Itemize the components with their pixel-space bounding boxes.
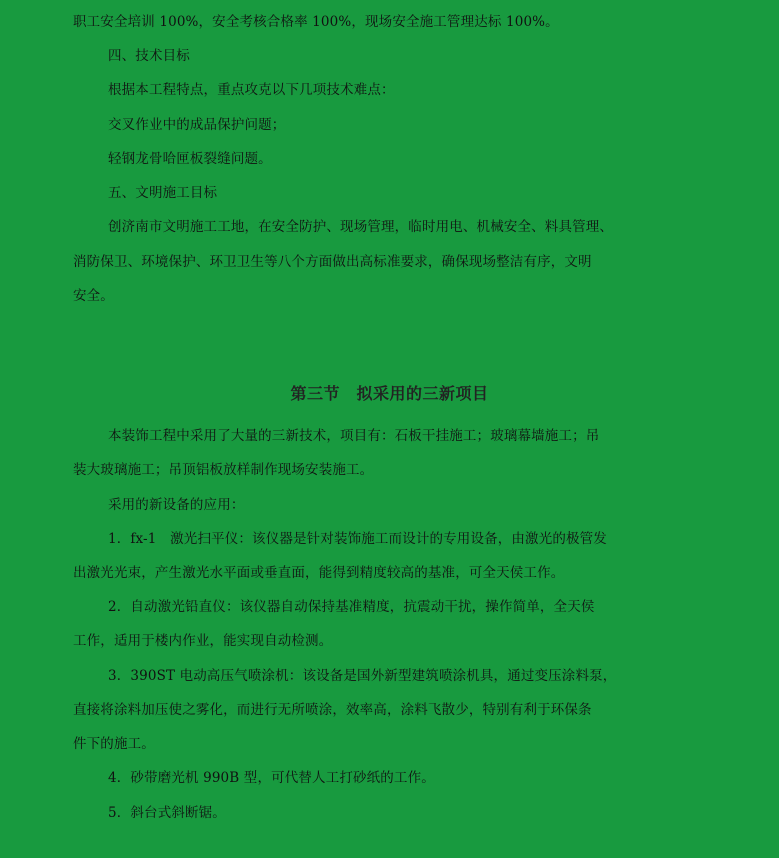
- paragraph-line: 根据本工程特点，重点攻克以下几项技术难点：: [108, 82, 395, 98]
- paragraph-line: 采用的新设备的应用：: [108, 497, 245, 513]
- list-item: 4．砂带磨光机 990B 型，可代替人工打砂纸的工作。: [108, 770, 435, 786]
- paragraph-line: 装大玻璃施工；吊顶铝板放样制作现场安装施工。: [73, 462, 374, 478]
- paragraph-line: 轻钢龙骨哈匣板裂缝问题。: [108, 151, 272, 167]
- paragraph-line: 工作，适用于楼内作业，能实现自动检测。: [73, 633, 333, 649]
- paragraph-line: 直接将涂料加压使之雾化，而进行无所喷涂，效率高，涂料飞散少，特别有利于环保条: [73, 702, 592, 718]
- list-item: 5．斜台式斜断锯。: [108, 805, 226, 821]
- paragraph-line: 职工安全培训 100%，安全考核合格率 100%，现场安全施工管理达标 100%。: [73, 14, 559, 30]
- section-title: 第三节 拟采用的三新项目: [290, 384, 489, 403]
- subheading-civilized-goals: 五、文明施工目标: [108, 185, 218, 201]
- list-item: 1．fx-1 激光扫平仪：该仪器是针对装饰施工而设计的专用设备，由激光的极管发: [108, 531, 607, 547]
- paragraph-line: 安全。: [73, 288, 114, 304]
- paragraph-line: 消防保卫、环境保护、环卫卫生等八个方面做出高标准要求，确保现场整洁有序，文明: [73, 254, 592, 270]
- paragraph-line: 出激光光束，产生激光水平面或垂直面，能得到精度较高的基准，可全天侯工作。: [73, 565, 565, 581]
- paragraph-line: 交叉作业中的成品保护问题；: [108, 117, 286, 133]
- list-item: 3．390ST 电动高压气喷涂机：该设备是国外新型建筑喷涂机具，通过变压涂料泵，: [108, 668, 617, 684]
- paragraph-line: 件下的施工。: [73, 736, 155, 752]
- paragraph-line: 本装饰工程中采用了大量的三新技术，项目有：石板干挂施工；玻璃幕墙施工；吊: [108, 428, 600, 444]
- paragraph-line: 创济南市文明施工工地，在安全防护、现场管理，临时用电、机械安全、料具管理、: [108, 219, 614, 235]
- subheading-tech-goals: 四、技术目标: [108, 48, 190, 64]
- list-item: 2．自动激光铅直仪：该仪器自动保持基准精度，抗震动干扰，操作简单，全天侯: [108, 599, 595, 615]
